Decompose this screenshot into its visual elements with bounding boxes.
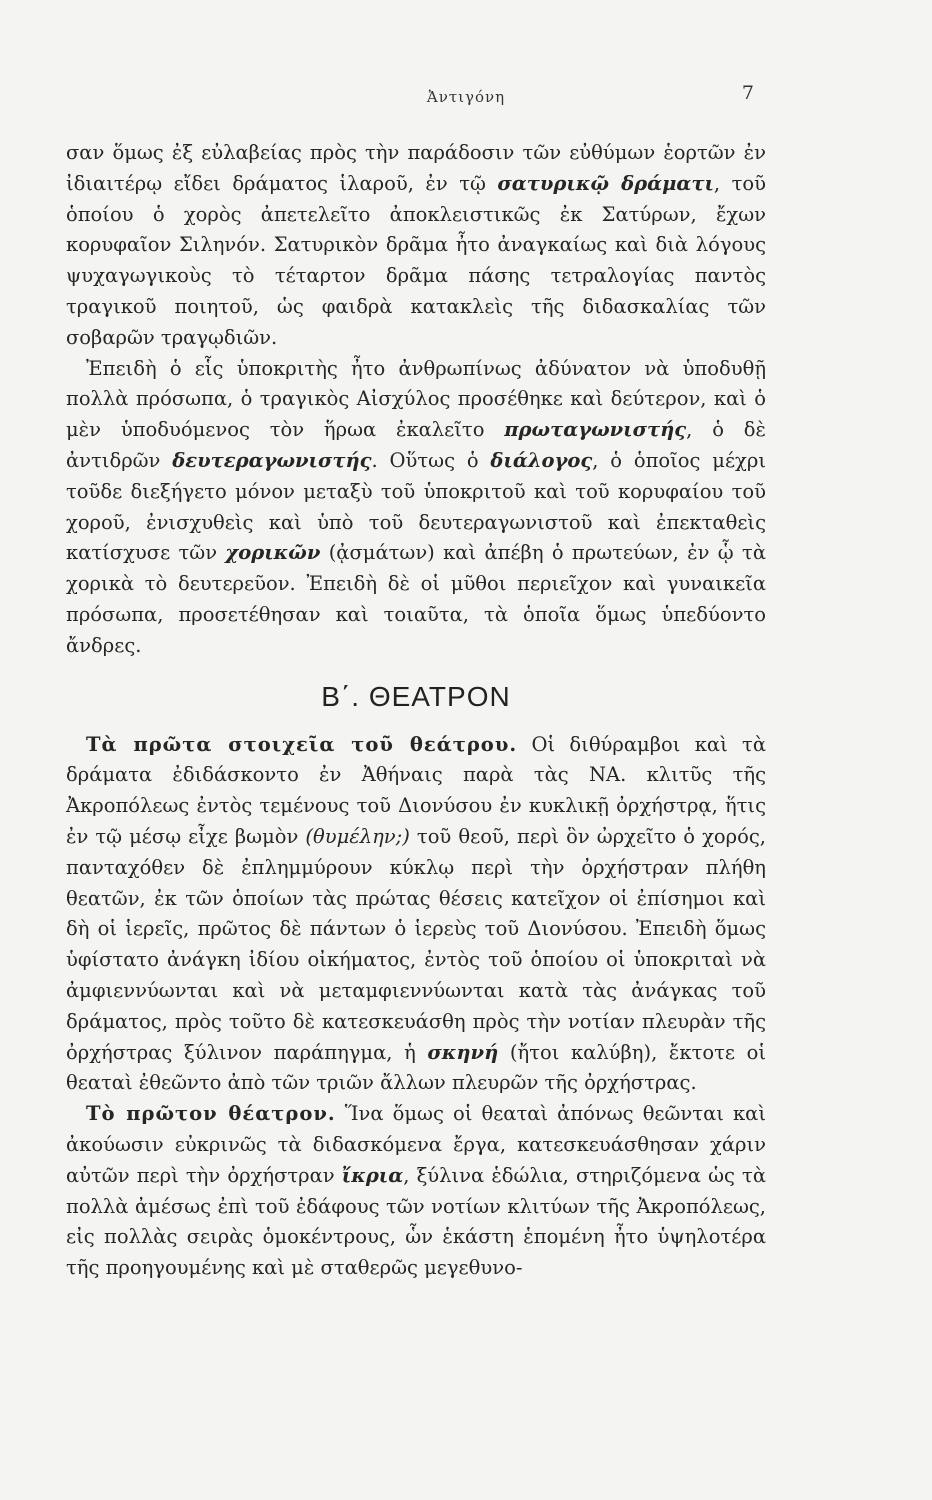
subheading: Τὸ πρῶτον θέατρον. bbox=[86, 1102, 336, 1126]
paragraph-actors: Ἐπειδὴ ὁ εἷς ὑποκριτὴς ἦτο ἀνθρωπίνως ἀδύνατον νὰ ὑποδυθῇ πολλὰ πρόσωπα, ὁ τραγικὸς Αἰσχύλος προσέθηκε καὶ δεύτερον, καὶ ὁ μὲν ὑποδυόμενος τὸν ἥρωα ἐκαλεῖτο πρωταγωνιστής, ὁ δὲ ἀντιδρῶν δευτεραγωνιστής. Οὕτως ὁ διάλογος, ὁ ὁποῖος μέχρι τοῦδε διεξήγετο μόνον μεταξὺ τοῦ ὑποκριτοῦ καὶ τοῦ κορυφαίου τοῦ χοροῦ, ἐνισχυθεὶς καὶ ὑπὸ τοῦ δευτεραγωνιστοῦ καὶ ἐπεκταθεὶς κατίσχυσε τῶν χορικῶν (ᾀσμάτων) καὶ ἀπέβη ὁ πρωτεύων, ἐν ᾧ τὰ χορικὰ τὸ δευτερεῦον. Ἐπειδὴ δὲ οἱ μῦθοι περιεῖχον καὶ γυναικεῖα πρόσωπα, προσετέθησαν καὶ τοιαῦτα, τὰ ὁποῖα ὅμως ὑπεδύοντο ἄνδρες. bbox=[66, 356, 766, 657]
emphasis-term: σατυρικῷ δράματι bbox=[497, 171, 714, 195]
section-heading: Β΄. ΘΕΑΤΡΟΝ bbox=[321, 680, 511, 712]
paragraph-first-elements: Τὰ πρῶτα στοιχεῖα τοῦ θεάτρου. Οἱ διθύραμβοι καὶ τὰ δράματα ἐδιδάσκοντο ἐν Ἀθήναις παρὰ τὰς ΝΑ. κλιτῦς τῆς Ἀκροπόλεως ἐντὸς τεμένους τοῦ Διονύσου ἐν κυκλικῇ ὀρχήστρᾳ, ἥτις ἐν τῷ μέσῳ εἶχε βωμὸν (θυμέλην;) τοῦ θεοῦ, περὶ ὃν ὠρχεῖτο ὁ χορός, πανταχόθεν δὲ ἐπλημμύρουν κύκλῳ περὶ τὴν ὀρχήστραν πλήθη θεατῶν, ἐκ τῶν ὁποίων τὰς πρώτας θέσεις κατεῖχον οἱ ἐπίσημοι καὶ δὴ οἱ ἱερεῖς, πρῶτος δὲ πάντων ὁ ἱερεὺς τοῦ Διονύσου. Ἐπειδὴ ὅμως ὑφίστατο ἀνάγκη ἰδίου οἰκήματος, ἐντὸς τοῦ ὁποίου οἱ ὑποκριταὶ νὰ ἀμφιεννύωνται καὶ νὰ μεταμφιεννύωνται κατὰ τὰς ἀνάγκας τοῦ δράματος, πρὸς τοῦτο δὲ κατεσκευάσθη πρὸς τὴν νοτίαν πλευρὰν τῆς ὀρχήστρας ξύλινον παράπηγμα, ἡ σκηνή (ἤτοι καλύβη), ἔκτοτε οἱ θεαταὶ ἐθεῶντο ἀπὸ τῶν τριῶν ἄλλων πλευρῶν τῆς ὀρχήστρας. bbox=[66, 732, 766, 1095]
emphasis-term: σκηνή bbox=[427, 1040, 499, 1064]
page-number: 7 bbox=[741, 82, 754, 104]
emphasis-term: ἴκρια bbox=[341, 1163, 404, 1187]
emphasis-term: δευτεραγωνιστής bbox=[172, 448, 372, 472]
subheading: Τὰ πρῶτα στοιχεῖα τοῦ θεάτρου. bbox=[86, 732, 518, 756]
body-text bbox=[66, 138, 766, 1284]
running-title: Ἀντιγόνη bbox=[426, 88, 506, 106]
emphasis-term: διάλογος bbox=[490, 448, 593, 472]
italic-term: (θυμέλην;) bbox=[305, 824, 410, 848]
emphasis-term: πρωταγωνιστής bbox=[504, 418, 687, 442]
paragraph-first-theatre: Τὸ πρῶτον θέατρον. Ἵνα ὅμως οἱ θεαταὶ ἀπόνως θεῶνται καὶ ἀκούωσιν εὐκρινῶς τὰ διδασκόμενα ἔργα, κατεσκευάσθησαν χάριν αὐτῶν περὶ τὴν ὀρχήστραν ἴκρια, ξύλινα ἑδώλια, στηριζόμενα ὡς τὰ πολλὰ ἀμέσως ἐπὶ τοῦ ἐδάφους τῶν νοτίων κλιτύων τῆς Ἀκροπόλεως, εἰς πολλὰς σειρὰς ὁμοκέντρους, ὧν ἑκάστη ἑπομένη ἦτο ὑψηλοτέρα τῆς προηγουμένης καὶ μὲ σταθερῶς μεγεθυνο- bbox=[66, 1102, 766, 1280]
emphasis-term: χορικῶν bbox=[225, 541, 321, 565]
paragraph-satyr-play: σαν ὅμως ἐξ εὐλαβείας πρὸς τὴν παράδοσιν τῶν εὐθύμων ἑορτῶν ἐν ἰδιαιτέρῳ εἴδει δράματος ἱλαροῦ, ἐν τῷ σατυρικῷ δράματι, τοῦ ὁποίου ὁ χορὸς ἀπετελεῖτο ἀποκλειστικῶς ἐκ Σατύρων, ἔχων κορυφαῖον Σιληνόν. Σατυρικὸν δρᾶμα ἦτο ἀναγκαίως καὶ διὰ λόγους ψυχαγωγικοὺς τὸ τέταρτον δρᾶμα πάσης τετραλογίας παντὸς τραγικοῦ ποιητοῦ, ὡς φαιδρὰ κατακλεὶς τῆς διδασκαλίας τῶν σοβαρῶν τραγῳδιῶν. bbox=[66, 141, 766, 349]
